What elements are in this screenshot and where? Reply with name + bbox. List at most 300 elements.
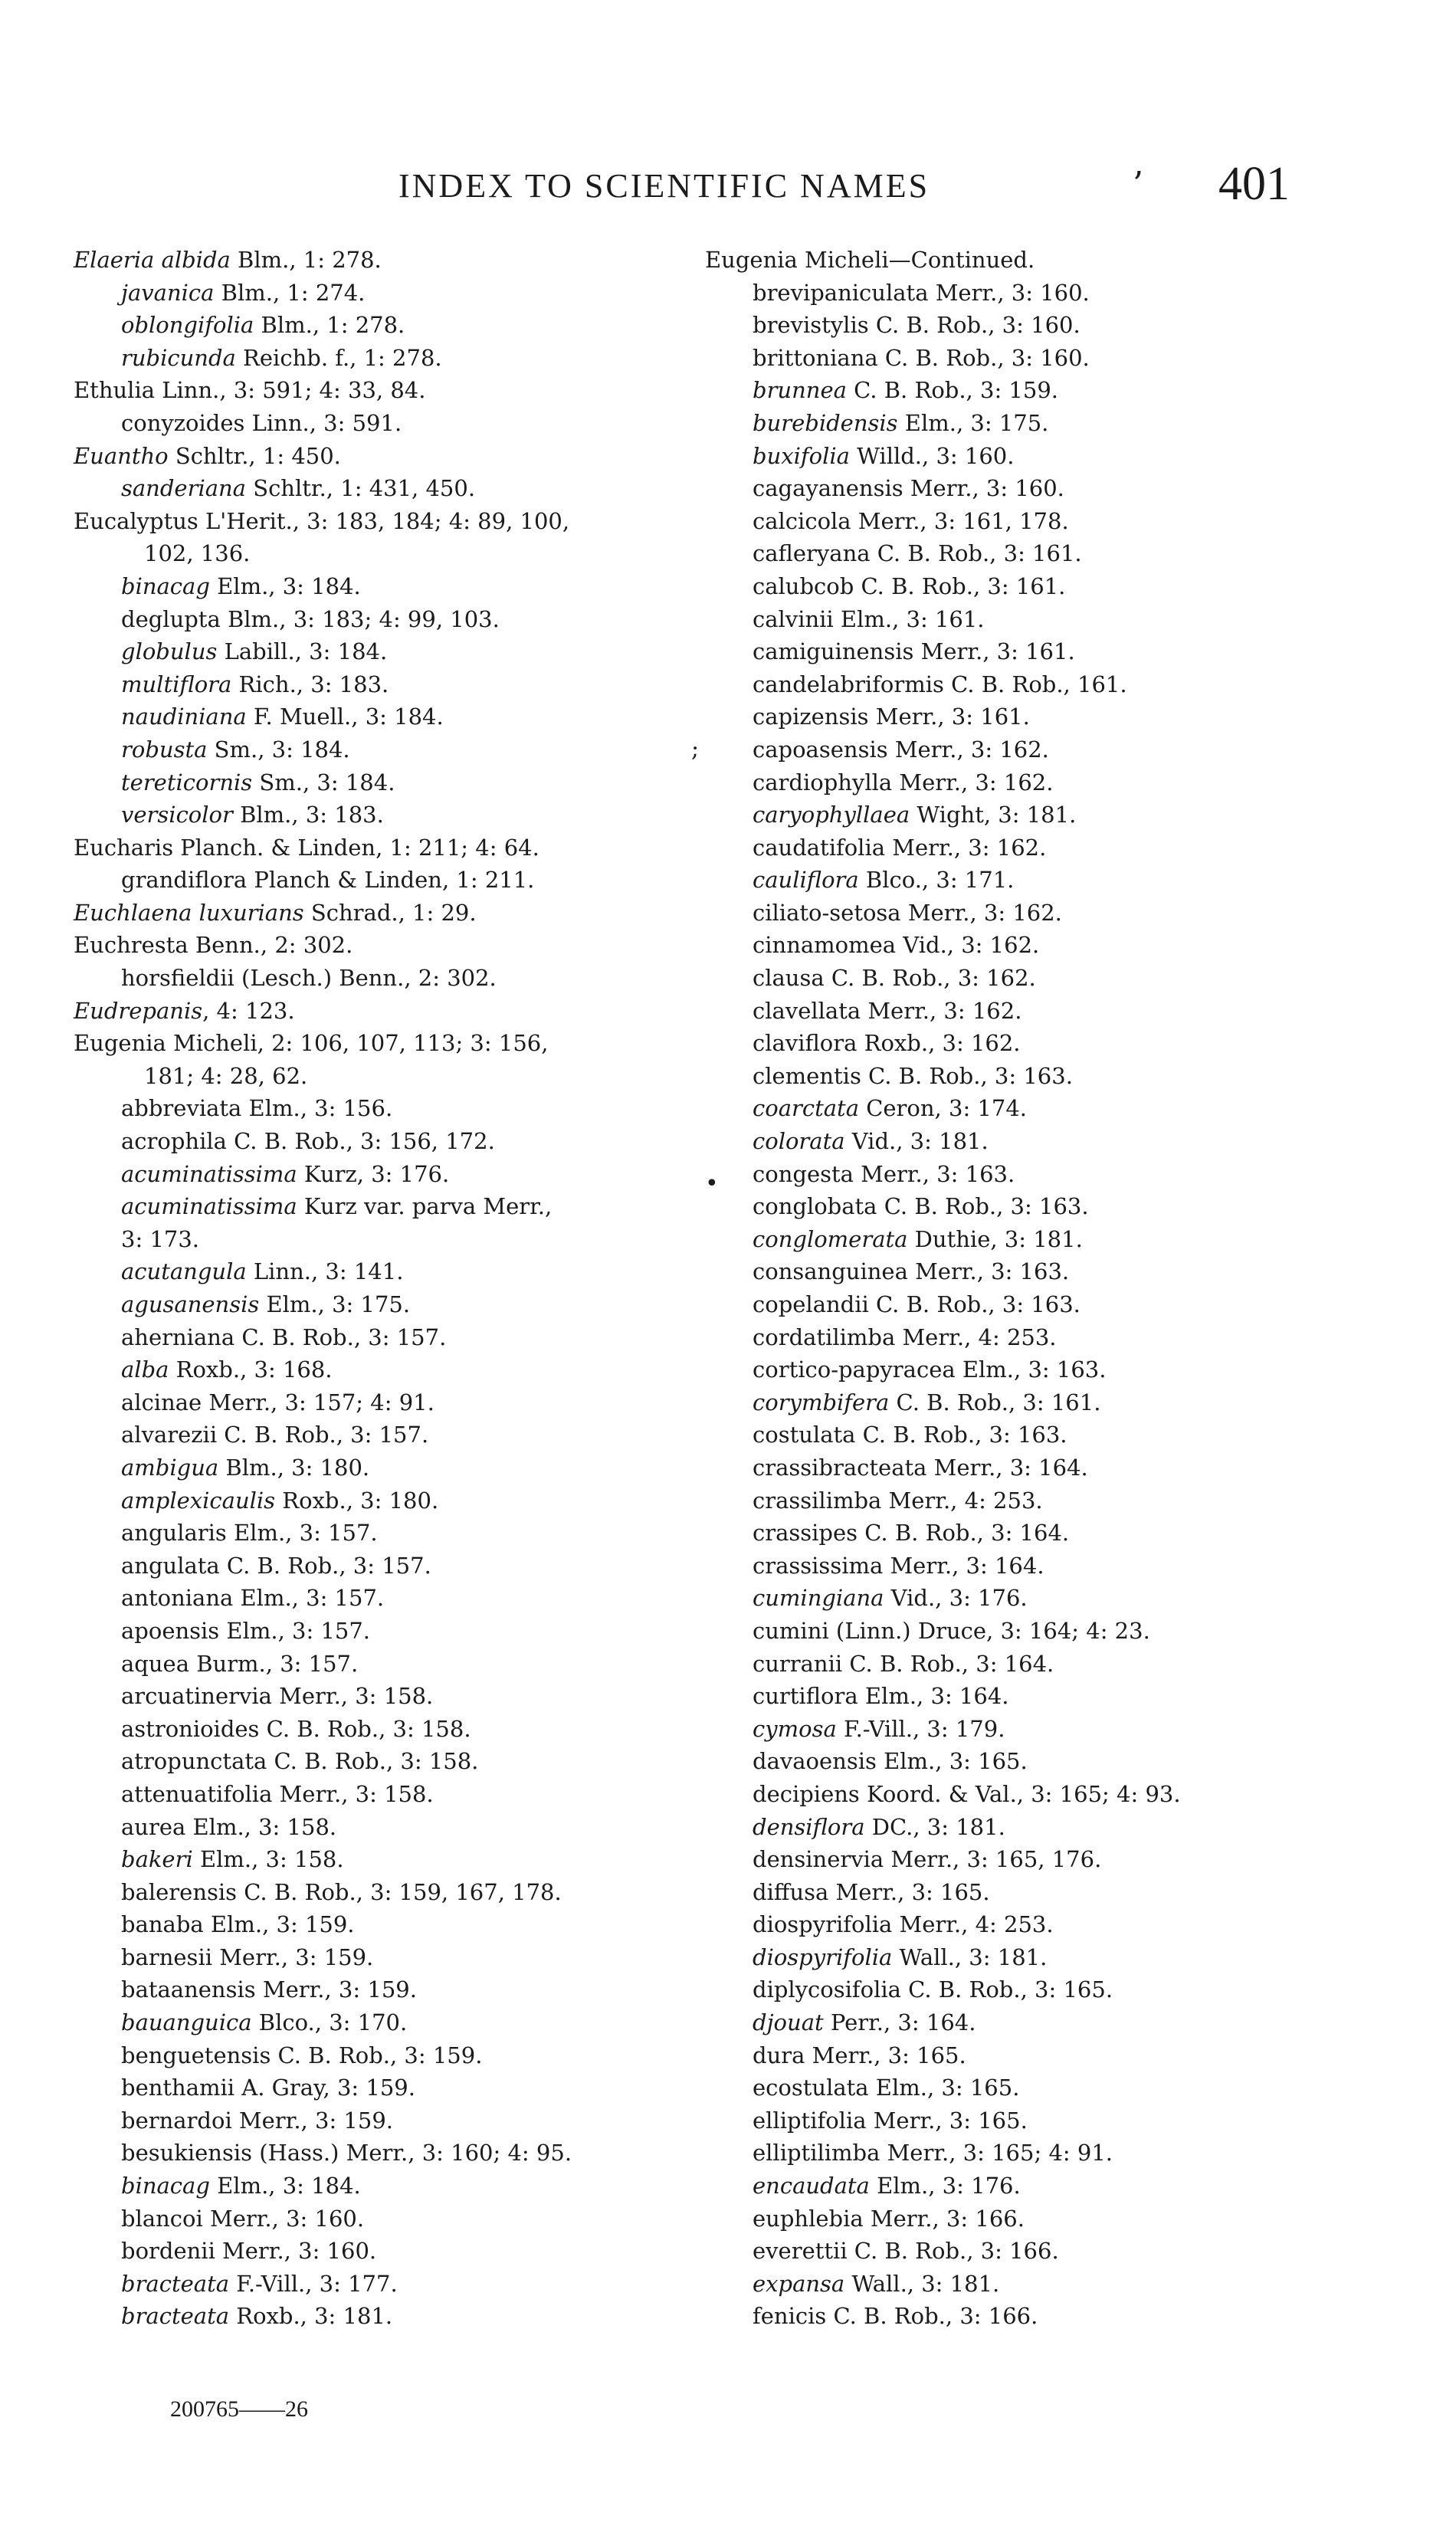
index-entry [74,2006,679,2039]
taxon-name: besukiensis [121,2140,253,2167]
taxon-name: cumini [753,1617,829,1644]
citation-refs: C. B. Rob., 3: 161. [889,1389,1101,1415]
index-entry [74,2039,679,2072]
index-entry [74,309,679,342]
index-entry [705,799,1333,832]
index-entry [705,244,1333,277]
taxon-name: cumingiana [753,1585,884,1612]
citation-refs: Merr., 3: 162. [892,769,1054,795]
index-entry [705,2006,1333,2039]
index-entry [705,897,1333,930]
index-entry [705,603,1333,636]
taxon-name: conglomerata [753,1225,908,1252]
page-number: 401 [1218,158,1290,210]
index-entry [705,2137,1333,2170]
citation-refs: , 2: 106, 107, 113; 3: 156, [257,1030,549,1057]
citation-refs: Merr., 3: 163. [853,1160,1015,1187]
citation-refs: Blm., 3: 183. [232,802,384,828]
citation-refs: DC., 3: 181. [864,1813,1005,1840]
taxon-name: everettii [753,2238,848,2265]
index-entry [705,864,1333,897]
taxon-name: alvarezii [121,1422,218,1448]
index-entry [74,1843,679,1876]
index-entry [705,2268,1333,2301]
citation-refs: Elm., 3: 157. [233,1585,385,1612]
taxon-name: globulus [121,638,218,665]
taxon-name: crassissima [753,1552,884,1579]
taxon-name: candelabriformis [753,671,944,697]
citation-refs: Reichb. f., 1: 278. [235,344,442,371]
index-entry [74,570,679,603]
citation-refs: Merr., 3: 159. [212,1943,374,1970]
taxon-name: naudiniana [121,704,247,730]
citation-refs: 181; 4: 28, 62. [144,1062,308,1089]
index-entry [74,407,679,440]
index-entry [705,1060,1333,1093]
taxon-name: aherniana [121,1324,235,1350]
index-entry [705,2039,1333,2072]
index-entry [705,1321,1333,1354]
taxon-name: ciliato-setosa [753,899,901,926]
taxon-name: bracteata [121,2270,230,2297]
taxon-name: fenicis [753,2303,827,2330]
index-entry [705,668,1333,701]
citation-refs: C. B. Rob., 3: 157. [219,1552,431,1579]
index-entry [705,832,1333,864]
taxon-name: Eucalyptus L'Herit. [74,507,293,534]
index-entry [74,995,679,1028]
citation-refs: C. B. Rob., 161. [943,671,1127,697]
index-entry [74,2235,679,2268]
citation-refs: C. B. Rob., 3: 166. [847,2238,1059,2265]
index-entry [705,1223,1333,1256]
taxon-name: aquea [121,1650,189,1677]
citation-refs: Vid., 3: 181. [844,1128,989,1155]
citation-refs: , 3: 183, 184; 4: 89, 100, [292,507,570,534]
citation-refs: Elm., 3: 158. [185,1813,337,1840]
taxon-name: bataanensis [121,1976,256,2003]
index-entry [74,1811,679,1844]
citation-refs: Blm., 3: 180. [218,1454,370,1481]
citation-refs: F.-Vill., 3: 177. [229,2270,398,2297]
index-entry [705,1811,1333,1844]
citation-refs: Merr., 3: 166. [863,2205,1025,2232]
index-entry [74,2268,679,2301]
index-entry [74,1353,679,1386]
taxon-name: densiflora [753,1813,865,1840]
citation-refs: C. B. Rob., 3: 159. [846,377,1059,404]
citation-refs: C. B. Rob., 3: 157. [234,1324,447,1350]
taxon-name: crassibracteata [753,1454,927,1481]
index-entry [74,1190,679,1223]
taxon-name: bernardoi [121,2107,232,2134]
taxon-name: Euchresta Benn. [74,932,261,959]
taxon-name: djouat [753,2009,824,2036]
citation-refs: Merr., 3: 160. [903,475,1064,502]
taxon-name: dura [753,2042,805,2068]
taxon-name: capizensis [753,704,869,730]
taxon-name: burebidensis [753,409,898,436]
index-column-right [705,244,1333,2333]
citation-refs: C. B. Rob., 3: 165. [900,1976,1113,2003]
citation-refs: C. B. Rob., 3: 157. [217,1422,429,1448]
citation-refs: Blm., 3: 183; 4: 99, 103. [220,605,500,632]
taxon-name: cagayanensis [753,475,903,502]
taxon-name: agusanensis [121,1291,260,1317]
index-entry [705,1582,1333,1615]
citation-refs: Merr., 3: 165, 176. [884,1846,1102,1873]
taxon-name: curranii [753,1650,843,1677]
taxon-name: ecostulata [753,2075,869,2101]
taxon-name: astronioides [121,1715,260,1742]
citation-refs: Merr., 3: 162. [900,899,1062,926]
index-entry [705,277,1333,310]
index-entry [705,1550,1333,1583]
citation-refs: Elm., 3: 163. [955,1356,1107,1383]
taxon-name: benguetensis [121,2042,271,2068]
taxon-name: brevistylis [753,312,869,339]
running-title: INDEX TO SCIENTIFIC NAMES [398,167,930,205]
taxon-name: encaudata [753,2173,870,2199]
index-entry [74,1027,679,1060]
index-entry [74,1876,679,1909]
index-entry [705,505,1333,538]
index-entry [705,1125,1333,1158]
taxon-name: coarctata [753,1095,859,1122]
index-entry [705,570,1333,603]
taxon-name: deglupta [121,605,221,632]
citation-refs: F.-Vill., 3: 179. [836,1715,1005,1742]
index-entry [74,1386,679,1419]
taxon-name: diplycosifolia [753,1976,901,2003]
index-entry [74,2137,679,2170]
citation-refs: Ceron, 3: 174. [858,1095,1027,1122]
citation-refs: Merr., 4: 253. [881,1487,1043,1514]
index-entry [705,440,1333,473]
taxon-name: antoniana [121,1585,234,1612]
index-entry [74,2071,679,2104]
citation-refs: Wall., 3: 181. [844,2270,1000,2297]
taxon-name: bauanguica [121,2009,252,2036]
taxon-name: arcuatinervia [121,1683,272,1710]
index-entry [705,2203,1333,2235]
citation-refs: Sm., 3: 184. [252,769,395,795]
taxon-name: davaoensis [753,1748,877,1775]
index-entry [705,635,1333,668]
citation-refs: Sm., 3: 184. [207,736,350,763]
index-entry [74,1484,679,1517]
index-entry [74,929,679,962]
citation-refs: Blm., 1: 278. [230,247,382,273]
taxon-name: cymosa [753,1715,837,1742]
taxon-name: corymbifera [753,1389,890,1415]
index-entry [705,995,1333,1028]
citation-refs: Koord. & Val., 3: 165; 4: 93. [859,1780,1181,1807]
citation-refs: Merr., 3: 161. [913,638,1075,665]
index-entry [74,766,679,799]
taxon-name: camiguinensis [753,638,914,665]
taxon-name: elliptifolia [753,2107,867,2134]
citation-refs: Elm., 3: 161. [833,605,985,632]
index-entry [74,1778,679,1811]
citation-refs: Merr., 4: 253. [892,1911,1054,1938]
index-entry [74,244,679,277]
index-entry [74,832,679,864]
taxon-name: decipiens [753,1780,860,1807]
index-entry [74,1060,679,1093]
citation-refs: (Hass.) Merr., 3: 160; 4: 95. [252,2140,572,2167]
citation-refs: C. B. Rob., 3: 159, 167, 178. [237,1878,562,1905]
citation-refs: Elm., 3: 165. [876,1748,1028,1775]
index-entry [74,537,679,570]
taxon-name: alcinae [121,1389,202,1415]
taxon-name: banaba [121,1911,204,1938]
taxon-name: diffusa [753,1878,829,1905]
taxon-name: apoensis [121,1617,220,1644]
index-entry [705,1843,1333,1876]
taxon-name: cafleryana [753,540,871,567]
citation-refs: Elm., 3: 176. [869,2173,1021,2199]
citation-refs: Merr., 3: 163. [907,1258,1070,1285]
citation-refs: Schrad., 1: 29. [303,899,477,926]
index-entry [705,733,1333,766]
citation-refs: Vid., 3: 176. [884,1585,1028,1612]
citation-refs: A. Gray, 3: 159. [234,2075,415,2101]
citation-refs: Merr., 3: 161, 178. [851,507,1069,534]
index-entry [705,2235,1333,2268]
index-entry [74,1517,679,1550]
index-entry [705,407,1333,440]
citation-refs: Merr., 3: 162. [861,997,1022,1024]
citation-refs: Kurz, 3: 176. [297,1160,450,1187]
citation-refs: Elm., 3: 157. [219,1617,371,1644]
index-entry [705,1027,1333,1060]
taxon-name: bakeri [121,1846,193,1873]
index-entry [74,1092,679,1125]
citation-refs: C. B. Rob., 3: 163. [855,1422,1067,1448]
citation-refs: Merr., 3: 160. [215,2238,377,2265]
index-entry [74,1648,679,1681]
citation-refs: Linn., 3: 141. [246,1258,404,1285]
citation-refs: Elm., 3: 175. [897,409,1049,436]
index-entry [705,1680,1333,1713]
stray-mark: ’ [1133,165,1143,204]
index-entry [705,2300,1333,2333]
citation-refs: 3: 173. [121,1225,200,1252]
citation-refs: Rich., 3: 183. [231,671,389,697]
taxon-name: Eugenia Micheli [74,1030,257,1057]
index-entry [705,342,1333,375]
citation-refs: Wight, 3: 181. [910,802,1077,828]
taxon-name: consanguinea [753,1258,908,1285]
taxon-name: acrophila [121,1128,227,1155]
taxon-name: calvinii [753,605,834,632]
citation-refs: Linn., 3: 591. [244,409,402,436]
citation-refs: , 2: 302. [260,932,353,959]
taxon-name: brunnea [753,377,847,404]
citation-refs: C. B. Rob., 3: 164. [858,1520,1070,1547]
index-entry [705,1353,1333,1386]
index-entry [705,1517,1333,1550]
index-entry [705,929,1333,962]
taxon-name: crassipes [753,1520,858,1547]
taxon-name: brittoniana [753,344,878,371]
index-entry [74,603,679,636]
index-entry [705,1615,1333,1648]
index-entry [74,1158,679,1191]
citation-refs: Planch & Linden, 1: 211. [247,867,535,894]
citation-refs: Blco., 3: 171. [858,867,1015,894]
taxon-name: clausa [753,965,825,992]
taxon-name: calcicola [753,507,851,534]
index-entry [74,1419,679,1451]
citation-refs: Blm., 1: 274. [214,279,366,306]
taxon-name: blancoi [121,2205,203,2232]
citation-refs: Merr., 3: 164. [883,1552,1044,1579]
taxon-name: amplexicaulis [121,1487,276,1514]
taxon-name: brevipaniculata [753,279,929,306]
taxon-name: benthamii [121,2075,235,2101]
taxon-name: acuminatissima [121,1193,297,1220]
citation-refs: Merr., 3: 164. [926,1454,1088,1481]
citation-refs: Merr., 3: 162. [887,736,1049,763]
citation-refs: Elm., 3: 165. [868,2075,1020,2101]
citation-refs: C. B. Rob., 3: 160. [877,344,1090,371]
index-entry [74,733,679,766]
taxon-name: binacag [121,572,210,599]
taxon-name: balerensis [121,1878,238,1905]
index-entry [74,505,679,538]
citation-refs: Blm., 1: 278. [254,312,405,339]
taxon-name: capoasensis [753,736,888,763]
index-entry [74,440,679,473]
index-entry [74,1223,679,1256]
margin-bullet-mark: • [705,1170,719,1197]
index-entry [74,700,679,733]
index-entry [705,1288,1333,1321]
index-entry [74,1615,679,1648]
taxon-name: acuminatissima [121,1160,297,1187]
citation-refs: Merr., 3: 165. [866,2107,1028,2134]
taxon-name: cinnamomea [753,932,897,959]
taxon-name: cardiophylla [753,769,893,795]
index-entry [705,1908,1333,1941]
taxon-name: copelandii [753,1291,869,1317]
index-entry [705,1092,1333,1125]
taxon-name: barnesii [121,1943,212,1970]
index-entry [74,1908,679,1941]
citation-refs: Elm., 3: 184. [209,2173,361,2199]
index-entry [705,1386,1333,1419]
taxon-name: acutangula [121,1258,247,1285]
citation-refs: Elm., 3: 158. [192,1846,344,1873]
index-entry [74,635,679,668]
citation-refs: Elm., 3: 164. [858,1683,1009,1710]
citation-refs: Merr., 3: 160. [928,279,1090,306]
citation-refs: Roxb., 3: 181. [229,2303,393,2330]
citation-refs: Merr., 3: 165. [805,2042,966,2068]
taxon-name: diospyrifolia [753,1943,893,1970]
index-entry [74,1745,679,1778]
index-entry [74,1321,679,1354]
citation-refs: Schltr., 1: 431, 450. [245,475,476,502]
citation-refs: Perr., 3: 164. [823,2009,976,2036]
taxon-name: diospyrifolia [753,1911,893,1938]
index-entry [705,1190,1333,1223]
taxon-name: crassilimba [753,1487,882,1514]
citation-refs: Elm., 3: 157. [226,1520,378,1547]
taxon-name: tereticornis [121,769,253,795]
citation-refs: (Lesch.) Benn., 2: 302. [234,965,497,992]
index-entry [705,374,1333,407]
taxon-name: aurea [121,1813,186,1840]
taxon-name: colorata [753,1128,845,1155]
taxon-name: euphlebia [753,2205,864,2232]
index-entry [74,897,679,930]
citation-refs: Merr., 3: 159. [255,1976,417,2003]
citation-refs: Kurz var. parva Merr., [297,1193,553,1220]
index-entry [74,1582,679,1615]
index-entry [705,962,1333,995]
index-entry [705,309,1333,342]
taxon-name: angularis [121,1520,227,1547]
index-entry [74,1973,679,2006]
taxon-name: Euchlaena luxurians [74,899,304,926]
citation-refs: C. B. Rob., 3: 163. [868,1291,1081,1317]
taxon-name: bordenii [121,2238,215,2265]
citation-refs: C. B. Rob., 3: 160. [868,312,1081,339]
taxon-name: Eucharis Planch. & Linden [74,834,376,861]
citation-refs: Roxb., 3: 180. [275,1487,439,1514]
taxon-name: congesta [753,1160,854,1187]
citation-refs: Merr., 3: 165. [828,1878,990,1905]
index-entry [74,2170,679,2203]
citation-refs: , 3: 591; 4: 33, 84. [219,377,426,404]
taxon-name: alba [121,1356,169,1383]
citation-refs: Merr., 3: 158. [271,1683,434,1710]
citation-refs: Wall., 3: 181. [892,1943,1048,1970]
taxon-name: costulata [753,1422,856,1448]
citation-refs: , 4: 123. [202,997,295,1024]
taxon-name: abbreviata [121,1095,242,1122]
citation-refs: Merr., 3: 157; 4: 91. [202,1389,435,1415]
citation-refs: C. B. Rob., 3: 159. [271,2042,483,2068]
taxon-name: javanica [121,279,215,306]
taxon-name: densinervia [753,1846,884,1873]
citation-refs: F. Muell., 3: 184. [246,704,444,730]
citation-refs: Schltr., 1: 450. [168,442,341,469]
taxon-name: clavellata [753,997,861,1024]
index-entry [74,342,679,375]
index-entry [705,1158,1333,1191]
taxon-name: Eugenia Micheli—Continued. [705,247,1035,273]
index-entry [74,668,679,701]
citation-refs: Roxb., 3: 162. [857,1030,1021,1057]
citation-refs: Elm., 3: 175. [259,1291,411,1317]
citation-refs: Burm., 3: 157. [189,1650,359,1677]
index-entry [705,537,1333,570]
index-entry [74,1125,679,1158]
citation-refs: C. B. Rob., 3: 161. [854,572,1066,599]
index-entry [74,864,679,897]
citation-refs: Merr., 4: 253. [895,1324,1057,1350]
citation-refs: Duthie, 3: 181. [907,1225,1083,1252]
index-entry [74,2203,679,2235]
index-entry [74,1550,679,1583]
index-entry [705,1484,1333,1517]
taxon-name: horsfieldii [121,965,234,992]
citation-refs: Willd., 3: 160. [849,442,1015,469]
